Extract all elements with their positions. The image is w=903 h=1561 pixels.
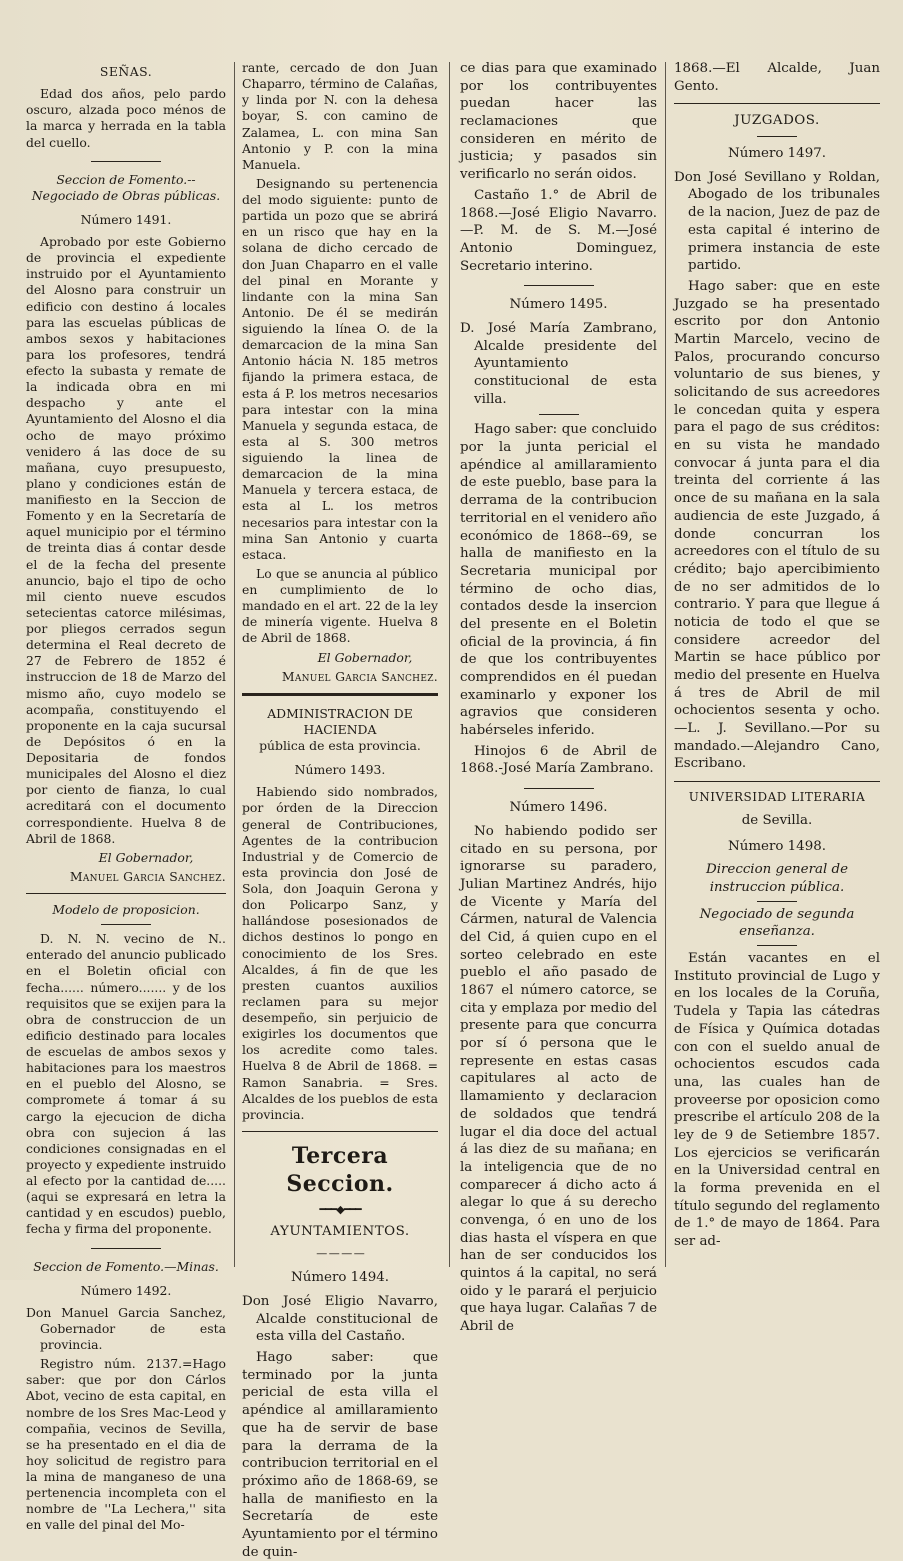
notice-1494-continued: ce dias para que examinado por los contribuyentes puedan hacer las reclamaciones que consideren en mérito de justicia; y pasados sin verificarlo no serán oidos. [460, 61, 657, 183]
modelo-text: D. N. N. vecino de N.. enterado del anuncio publicado en el Boletin oficial con fecha...... número....... y de los requisitos que se exijen para la obra de construccion de un edificio destinado para locales de escuelas de ambos sexos y habitaciones para los maestros en el pueblo del Alosno, se compromete á tomar á su cargo la ejecucion de dicha obra con sujecion á las condiciones consignadas en el proyecto y expediente instruido al efecto por la cantidad de..... (aqui se expresará en letra la cantidad y en escudos) pueblo, fecha y firma del proponente. [26, 931, 226, 1237]
notice-1496-text: No habiendo podido ser citado en su persona, por ignorarse su paradero, Julian Martinez Andrés, hijo de Vicente y María del Cármen, natural de Valencia del Cid, á quien cupo en el sorteo celebrado en este pueblo el año pasado de 1867 el número catorce, se cita y emplaza por medio del presente para que concurra por sí ó persona que le represente en estas casas capitulares al acto de llamamiento y declaracion de soldados que tendrá lugar el dia doce del actual á las diez de su mañana; en la inteligencia que de no comparecer á dicho acto á alegar lo que á su derecho convenga, ó en uno de los dias hasta el víspera en que han de ser conducidos los quintos á la capital, no será oido y le parará el perjuicio que haya lugar. Calañas 7 de Abril de [460, 823, 657, 1335]
column-4 [674, 60, 880, 1270]
notice-1495-text: Hago saber: que concluido por la junta pericial el apéndice al amillaramiento de este pueblo, base para la derrama de la contribucion territorial en el venidero año económico de 1868--69, se halla de manifiesto en la Secretaria municipal por término de ocho dias, contados desde la insercion del presente en el Boletin oficial de la provincia, á fin de que los contribuyentes comprendidos en él puedan examinarlo y exponer los agravios que consideren habérseles inferido. [460, 422, 657, 739]
direccion-heading: Direccion general de instruccion pública. [705, 862, 849, 896]
notice-number-1498: Número 1498. [727, 838, 827, 854]
column-divider [234, 62, 235, 1267]
universidad-subheading: de Sevilla. [741, 812, 813, 828]
separator [757, 136, 797, 137]
ornament: ━━━◆━━━ [319, 1203, 361, 1217]
notice-number-1491: Número 1491. [80, 211, 172, 227]
notice-number-1495: Número 1495. [509, 297, 608, 313]
notice-1497-head: Don José Sevillano y Roldan, Abogado de los tribunales de la nacion, Juez de paz de esta capital é interino de primera instancia de este partido. [674, 169, 880, 274]
designando-text: Designando su pertenencia del modo siguiente: punto de partida un pozo que se abrirá en un risco que hay en la solana de dicho cercado de don Juan Chaparro en el valle del pinal en Morante y lindante con la mina San Antonio. De él se medirán siguiendo la línea O. de la demarcacion de la mina San Antonio hácia N. 185 metros fijando la primera estaca, de esta á P. los metros necesarios para intestar con la mina Manuela y segunda estaca, de esta al S. 300 metros siguiendo la linea de demarcacion de la mina Manuela y tercera estaca, de esta al L. los metros necesarios para intestar con la mina San Antonio y cuarta estaca. [242, 175, 438, 562]
notice-1491-text: Aprobado por este Gobierno de provincia el expediente instruido por el Ayuntamiento del Alosno para construir un edificio con destino á locales para las escuelas públicas de ambos sexos y habitaciones para los profesores, tendrá efecto la subasta y remate de la indicada obra en mi despacho y ante el Ayuntamiento del Alosno el dia ocho de mayo próximo venidero á las doce de su mañana, cuyo presupuesto, plano y condiciones están de manifiesto en la Seccion de Fomento y en la Secretaría de aquel municipio por el término de treinta dias á contar desde el de la fecha del presente anuncio, bajo el tipo de ocho mil ciento nueve escudos setecientas catorce milésimas, por pliegos cerrados segun determina el Real decreto de 27 de Febrero de 1852 é instruccion de 18 de Marzo del mismo año, cuyo modelo se acompaña, constituyendo el proponente en la caja sucursal de Depósitos ó en la Depositaria de fondos municipales del Alosno el diez por ciento de fianza, lo cual acreditará con el documento correspondiente. Huelva 8 de Abril de 1868. [26, 234, 226, 846]
notice-1497-text: Hago saber: que en este Juzgado se ha presentado escrito por don Antonio Martin Marcelo, vecino de Palos, procurando concurso voluntario de sus bienes, y solicitando de sus acreedores le concedan quita y espera para el pago de sus créditos: en su vista he mandado convocar á junta para el dia treinta del corriente á las once de su mañana en la sala audiencia de este Juzgado, á donde concurran los acreedores con el título de su crédito; bajo apercibimiento de no ser admitidos de lo contrario. Y para que llegue á noticia de todo el que se considere acreedor del Martin se hace público por medio del presente en Huelva á tres de Abril de mil ochocientos sesenta y ocho. —L. J. Sevillano.—Por su mandado.—Alejandro Cano, Escribano. [674, 278, 880, 772]
modelo-heading: Modelo de proposicion. [52, 902, 200, 917]
separator [674, 781, 880, 782]
notice-1498-text: Están vacantes en el Instituto provincial de Lugo y en los locales de la Coruña, Tudela y Tapia las cátedras de Física y Química dotadas con con el sueldo anual de ochocientos escudos cada una, las cuales han de proveerse por oposicion como prescribe el artículo 208 de la ley de 9 de Setiembre 1857. Los ejercicios se verificarán en la Universidad central en la forma prevenida en el título segundo del reglamento de 1.° de mayo de 1864. Para ser ad- [674, 951, 880, 1250]
separator [91, 161, 161, 162]
juzgados-heading: JUZGADOS. [734, 113, 820, 129]
notice-1494-text: Hago saber: que terminado por la junta pericial de esta villa el apéndice al amillaramiento que ha de servir de base para la derrama de la contribucion territorial en el próximo año de 1868-69, se halla de manifiesto en la Secretaría de este Ayuntamiento por el término de quin- [242, 1350, 438, 1560]
section-separator [242, 693, 438, 696]
tercera-seccion-heading: Tercera Seccion. [286, 1142, 394, 1198]
fomento-heading: Seccion de Fomento.--Negociado de Obras públicas. [31, 171, 221, 203]
separator [91, 1248, 161, 1249]
column-1 [26, 60, 226, 1533]
notice-1495-head: D. José María Zambrano, Alcalde presidente del Ayuntamiento constitucional de esta villa. [460, 320, 657, 407]
column-2 [242, 60, 438, 1560]
notice-1493-text: Habiendo sido nombrados, por órden de la Direccion general de Contribuciones, Agentes de la contribucion Industrial y de Comercio de esta provincia don José de Sola, don Joaquin Gerona y don Policarpo Sanz, y hallándose posesionados de dichos destinos lo pongo en conocimiento de los Sres. Alcaldes, á fin de que les presten cuantos auxilios reclamen para su mejor desempeño, sin perjuicio de exigirles los documentos que los acredite como tales. Huelva 8 de Abril de 1868. = Ramon Sanabria. = Sres. Alcaldes de los pueblos de esta provincia. [242, 784, 438, 1122]
governor-title: El Gobernador, [317, 649, 413, 665]
admin-heading: ADMINISTRACION DE HACIENDA [267, 705, 413, 737]
separator [757, 901, 797, 902]
notice-number-1496: Número 1496. [509, 800, 608, 816]
separator [26, 893, 226, 894]
senas-heading: SEÑAS. [99, 64, 153, 79]
notice-1496-continued: 1868.—El Alcalde, Juan Gento. [674, 61, 880, 94]
hinojos-signature: Hinojos 6 de Abril de 1868.-José María Zambrano. [460, 743, 657, 777]
separator [539, 414, 579, 415]
senas-text: Edad dos años, pelo pardo oscuro, alzada poco ménos de la marca y herrada en la tabla del cuello. [26, 86, 226, 150]
notice-number-1497: Número 1497. [727, 146, 827, 162]
castano-signature: Castaño 1.° de Abril de 1868.—José Eligio Navarro. —P. M. de S. M.—José Antonio Dominguez, Secretario interino. [460, 187, 657, 274]
notice-number-1494: Número 1494. [290, 1270, 390, 1286]
ornament: — — — — [316, 1247, 364, 1261]
governor-title: El Gobernador, [98, 849, 194, 865]
minas-heading: Seccion de Fomento.—Minas. [33, 1258, 219, 1274]
anuncia-text: Lo que se anuncia al público en cumplimiento de lo mandado en el art. 22 de la ley de minería vigente. Huelva 8 de Abril de 1868. [242, 565, 438, 646]
separator [524, 788, 594, 789]
notice-1494-head: Don José Eligio Navarro, Alcalde constitucional de esta villa del Castaño. [242, 1294, 438, 1345]
separator [101, 924, 151, 925]
separator [524, 285, 594, 286]
separator [757, 945, 797, 946]
negociado-heading: Negociado de segunda enseñanza. [699, 906, 855, 940]
governor-name: Manuel Garcia Sanchez. [281, 668, 438, 684]
column-divider [665, 62, 666, 1267]
separator [242, 1131, 438, 1132]
notice-1492-head: Don Manuel Garcia Sanchez, Gobernador de esta provincia. [26, 1304, 226, 1352]
notice-1492-continued: rante, cercado de don Juan Chaparro, término de Calañas, y linda por N. con la dehesa boyar, S. con camino de Zalamea, L. con mina San Antonio y P. con la mina Manuela. [242, 60, 438, 172]
universidad-heading: UNIVERSIDAD LITERARIA [688, 790, 866, 805]
column-divider [449, 62, 450, 1267]
separator [674, 103, 880, 104]
ayuntamientos-heading: AYUNTAMIENTOS. [270, 1224, 410, 1240]
notice-1492-text: Registro núm. 2137.=Hago saber: que por don Cárlos Abot, vecino de esta capital, en nombre de los Sres Mac-Leod y compañia, vecinos de Sevilla, se ha presentado en el dia de hoy solicitud de registro para la mina de manganeso de una pertenencia incompleta con el nombre de ''La Lechera,'' sita en valle del pinal del Mo- [26, 1356, 226, 1533]
notice-number-1492: Número 1492. [80, 1282, 172, 1298]
notice-number-1493: Número 1493. [294, 762, 386, 778]
column-3 [460, 60, 657, 1335]
governor-name: Manuel Garcia Sanchez. [69, 868, 226, 884]
admin-subheading: pública de esta provincia. [259, 738, 421, 753]
